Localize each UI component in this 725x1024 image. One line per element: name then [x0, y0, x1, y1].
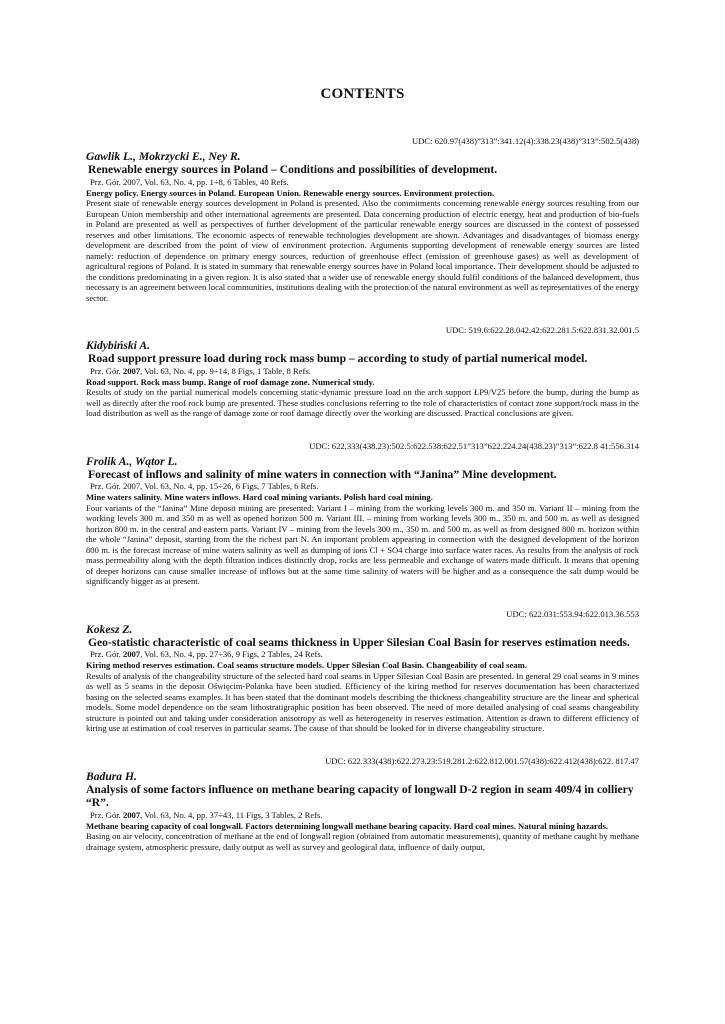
entry-abstract: Present state of renewable energy sources development in Poland is presented. Also the commitments concerning renewable energy sources resulting from our European Union membership and other international agreements are presented. Data concerning production of electric energy, heat and production of bio-fuels in Poland are presented as well as perspectives of further development of the particular renewable energy sources are discussed in the context of possessed reserves and other limitations. The economic aspects of renewable technologies development are shown. Advantages and disadvantages of biomass energy development are described from the point of view of environment protection. Arguments supporting development of renewable energy sources are listed namely: reduction of dependence on primary energy sources, reduction of greenhouse effect (emission of greenhouse gases) as well as development of agricultural regions of Poland. It is stated in summary that renewable energy sources have in Poland local importance. Their development should be adjusted to the conditions predominating in a given region. It is also stated that a wider use of renewable energy should fulfil conditions of the balanced development, thus necessary is an agreement between local communities, institutions dealing with the protection of the natural environment as well as representatives of the energy sector. [86, 198, 639, 303]
entry-abstract: Results of study on the partial numerical models concerning static-dynamic pressure load on the arch support ŁP9/V25 before the bump, during the bump as well as directly after the roof rock bump are presented. These studies conclusions referring to the role of characteristics of contact zone support/rock mass in the load distribution as well as the range of damage zone or roof damage directly over the working are discussed. Practical conclusions are given. [86, 387, 639, 418]
citation-journal: Prz. Gór. [90, 176, 123, 187]
entry-citation [86, 649, 639, 660]
entry-citation [86, 177, 639, 188]
citation-journal: Prz. Gór. [90, 809, 123, 820]
citation-details: , Vol. 63, No. 4, pp. 1÷8, 6 Tables, 40 Refs. [140, 176, 289, 187]
citation-details: , Vol. 63, No. 4, pp. 37÷43, 11 Figs, 3 Tables, 2 Refs. [140, 809, 323, 820]
contents-entry [86, 136, 639, 303]
udc-code: UDC: 519.6:622.28.042.42:622.281.5:622.831.32.001.5 [445, 325, 639, 335]
entry-title: Road support pressure load during rock mass bump – according to study of partial numerical model. [88, 352, 588, 365]
udc-code: UDC: 622.333(438.23):502.5:622.538:622.51”313”622.224.24(438.23)”313”:622.8 41:556.314 [309, 440, 639, 451]
citation-details: , Vol. 63, No. 4, pp. 9÷14, 8 Figs, 1 Table, 8 Refs. [140, 365, 311, 376]
entry-keywords: Methane bearing capacity of coal longwall. Factors determining longwall methane bearing capacity. Hard coal mines. Natural mining hazards. [86, 820, 609, 831]
entry-title: Forecast of inflows and salinity of mine waters in connection with “Janina” Mine development. [88, 467, 557, 481]
citation-details: , Vol. 63, No. 4, pp. 15÷26, 6 Figs, 7 Tables, 6 Refs. [140, 481, 319, 491]
citation-year: 2007 [122, 176, 141, 187]
entry-citation [86, 481, 639, 492]
entry-keywords: Road support. Rock mass bump. Range of roof damage zone. Numerical study. [86, 376, 375, 387]
entry-abstract: Basing on air velocity, concentration of methane at the end of longwall region (obtained from automatic measurements), quantity of methane caught by methane drainage system, atmospheric pressure, daily output as well as survey and geological data, influence of daily output, [86, 831, 639, 852]
contents-list [86, 136, 639, 874]
entry-citation [86, 366, 639, 377]
citation-details: , Vol. 63, No. 4, pp. 27÷36, 9 Figs, 2 Tables, 24 Refs. [140, 649, 323, 659]
entry-authors: Frolik A., Wątor L. [86, 454, 178, 468]
udc-code: UDC: 620.97(438)”313”:341.12(4):338.23(438)”313”:502.5(438) [412, 136, 639, 146]
contents-entry [86, 441, 639, 587]
udc-code: UDC: 622.333(438):622.273.23:519.281.2:622.812.001.57(438):622.412(438):622. 817.47 [325, 755, 639, 766]
entry-keywords: Mine waters salinity. Mine waters inflows. Hard coal mining variants. Polish hard coal mining. [86, 492, 433, 502]
entry-authors: Kidybiński A. [86, 339, 150, 352]
entry-keywords: Energy policy. Energy sources in Poland. European Union. Renewable energy sources. Environment protection. [86, 187, 495, 198]
citation-year: 2007 [122, 481, 141, 491]
entry-title: Analysis of some factors influence on methane bearing capacity of longwall D-2 region in seam 409/4 in colliery “R”. [86, 782, 634, 809]
entry-keywords: Kiring method reserves estimation. Coal seams structure models. Upper Silesian Coal Basin. Changeability of coal seam. [86, 660, 527, 670]
contents-entry [86, 609, 639, 734]
contents-entry [86, 756, 639, 853]
entry-citation [86, 810, 639, 821]
entry-title: Geo-statistic characteristic of coal seams thickness in Upper Silesian Coal Basin for reserves estimation needs. [88, 635, 630, 649]
contents-entry [86, 325, 639, 419]
citation-year: 2007 [122, 649, 141, 659]
page-title: CONTENTS [320, 86, 405, 102]
entry-authors: Kokesz Z. [86, 622, 133, 636]
citation-year: 2007 [122, 365, 141, 376]
entry-title: Renewable energy sources in Poland – Conditions and possibilities of development. [88, 163, 498, 176]
udc-code: UDC: 622.031:553.94:622.013.36.553 [506, 608, 639, 619]
entry-authors: Gawlik L., Mokrzycki E., Ney R. [86, 150, 241, 163]
citation-journal: Prz. Gór. [90, 649, 123, 659]
citation-journal: Prz. Gór. [90, 481, 123, 491]
citation-journal: Prz. Gór. [90, 365, 123, 376]
entry-authors: Badura H. [86, 769, 137, 783]
entry-abstract: Four variants of the “Janina” Mine deposit mining are presented: Variant I – mining from the working levels 300 m. and 350 m. Variant II – mining from the working levels 300 m. and 350 m as well as opened horizon 500 m. Variant III. – mining from working levels 300 m., 350 m. and 500 m. as well as designed horizon 800 m. in the central and eastern parts. Variant IV – mining from the levels 300 m., 350 m. and 500 m. as well as from designed 800 m. horizon within the whole “Janina” deposit, starting from the the richest part N. An important problem appearing in connection with the designed development of the horizon 800 m. is the forecast increase of mine waters salinity as well as dumping of ions Cl + SO4 charge into surface water races. As results from the analysis of rock mass permeability along with the depth filtration indices distinctly drop, rocks are less permeable and exchange of waters made difficult. It means that opening of deeper horizons can cause smaller increase of inflows but at the same time salinity of waters will be higher and as a consequence the salt dump would be significantly bigger as at present. [86, 502, 639, 586]
citation-year: 2007 [122, 809, 141, 820]
entry-abstract: Results of analysis of the changeability structure of the selected hard coal seams in Upper Silesian Coal Basin are presented. In general 29 coal seams in 9 mines as well as 5 seams in the deposit Oświęcim-Polanka have been studied. Efficiency of the kiring method for reserves documentation has been characterized basing on the selected seams examples. It has been stated that the dominant models describing the thickness changeability structure are the linear and spherical models. Some model dependence on the seam lithostratigraphic position has been observed. The need of more detailed analysing of coal seams changeability structure is pointed out and taking under consideration anisotropy as well as heterogeneity in reserves estimation. Attention is drawn to different efficiency of kiring use at estimation of coal reserves in particular seams. The cause of that should be looked for in diverse changeability structure. [86, 670, 639, 733]
